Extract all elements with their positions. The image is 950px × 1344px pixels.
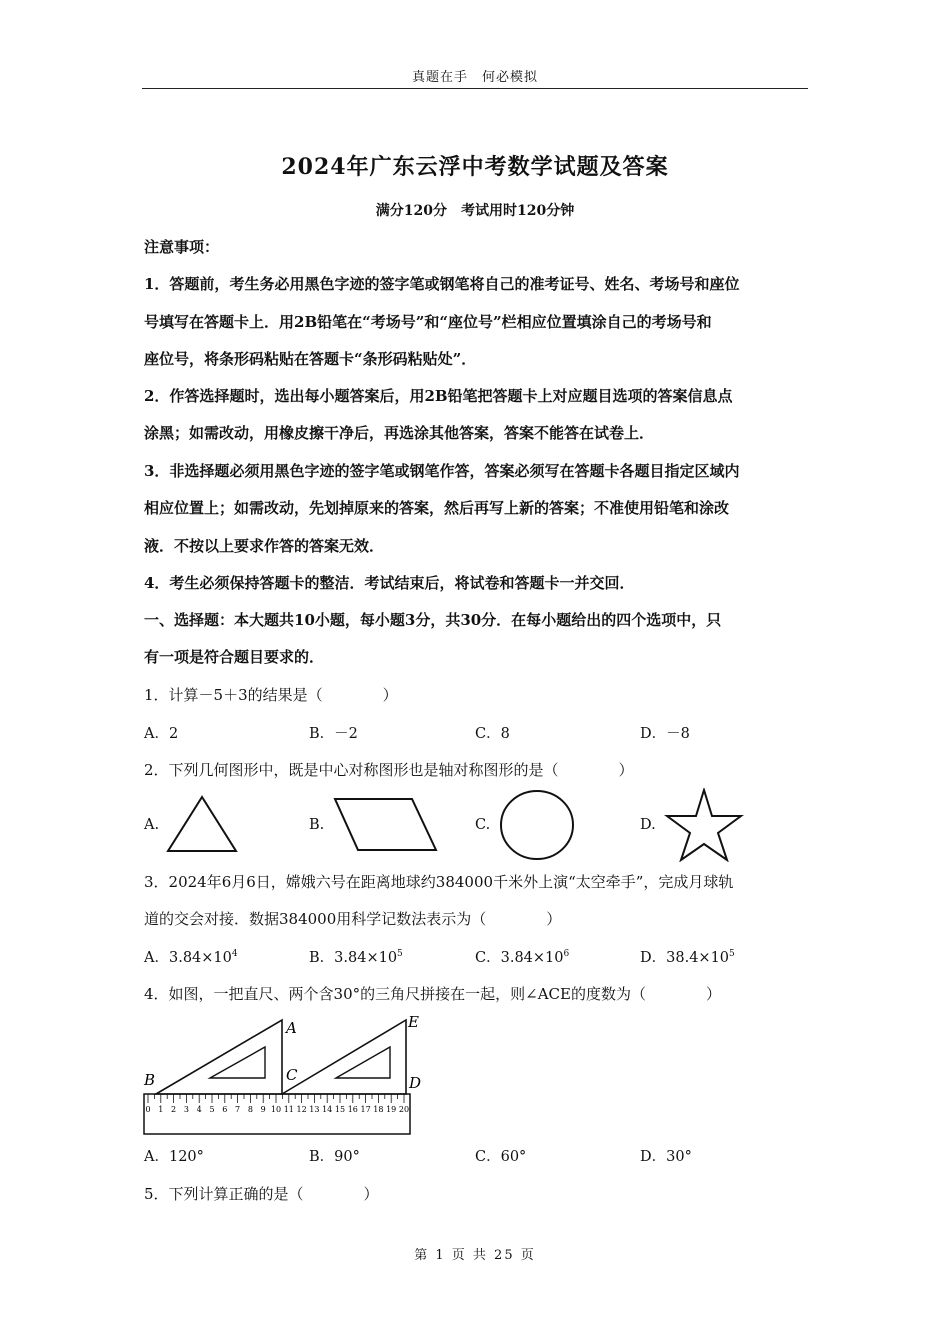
notes-line: 液．不按以上要求作答的答案无效． (144, 537, 385, 555)
triangle-figure (164, 793, 240, 855)
ruler-tick-label: 18 (373, 1105, 384, 1114)
question-3-stem: 道的交会对接．数据384000用科学记数法表示为（ ） (144, 910, 562, 928)
triangle-cde (282, 1020, 406, 1094)
q2-option-a[interactable]: A. (144, 817, 160, 833)
notes-heading: 注意事项： (144, 238, 220, 256)
ruler-tick-label: 11 (283, 1105, 294, 1114)
q4-option-b[interactable]: B．90° (309, 1149, 360, 1165)
label-e: E (408, 1013, 419, 1031)
q2-option-c[interactable]: C. (475, 817, 491, 833)
ruler-tick-label: 2 (171, 1105, 177, 1114)
q3-option-a[interactable] (144, 946, 238, 967)
option-letter: D． (640, 950, 667, 966)
q1-option-a[interactable]: A．2 (144, 726, 179, 742)
question-1-stem: 1．计算－5＋3的结果是（ ） (144, 686, 398, 704)
option-letter: A． (144, 950, 169, 966)
notes-line: 座位号，将条形码粘贴在答题卡“条形码粘贴处”． (144, 350, 477, 368)
option-base: 3.84×10 (168, 950, 232, 966)
notes-line: 涂黑；如需改动，用橡皮擦干净后，再选涂其他答案，答案不能答在试卷上． (144, 424, 655, 442)
ruler-tick-label: 7 (235, 1105, 241, 1114)
running-header: 真题在手 何必模拟 (411, 70, 538, 85)
ruler-tick-label: 0 (145, 1105, 151, 1114)
q4-option-a[interactable]: A．120° (144, 1149, 204, 1165)
question-5-stem: 5．下列计算正确的是（ ） (144, 1185, 379, 1203)
ruler-tick-label: 12 (296, 1105, 307, 1114)
ruler-tick-label: 10 (270, 1105, 282, 1114)
option-base: 38.4×10 (666, 950, 730, 966)
ruler-tick-label: 6 (222, 1105, 228, 1114)
option-exponent: 6 (563, 949, 570, 960)
ruler-tick-label: 15 (334, 1105, 346, 1114)
option-base: 3.84×10 (334, 950, 398, 966)
question-2-stem: 2．下列几何图形中，既是中心对称图形也是轴对称图形的是（ ） (144, 761, 634, 779)
ruler-tick-label: 14 (322, 1105, 333, 1114)
label-d: D (409, 1074, 422, 1092)
q3-option-b[interactable] (309, 946, 403, 967)
notes-line: 2．作答选择题时，选出每小题答案后，用2B铅笔把答题卡上对应题目选项的答案信息点 (144, 387, 733, 405)
option-letter: C． (475, 950, 501, 966)
label-a: A (286, 1019, 297, 1037)
ruler-tick-label: 1 (158, 1105, 164, 1114)
q2-option-b[interactable]: B. (309, 817, 325, 833)
ruler-tick-label: 20 (398, 1105, 410, 1114)
q3-option-c[interactable] (475, 946, 569, 967)
label-b: B (144, 1071, 156, 1089)
q1-option-d[interactable]: D．－8 (640, 726, 690, 742)
triangle-abc-inner (210, 1047, 265, 1078)
ruler-tick-label: 16 (347, 1105, 358, 1114)
option-exponent: 4 (231, 949, 238, 960)
ruler-tick-label: 8 (247, 1105, 253, 1114)
circle-figure (496, 788, 578, 862)
triangle-cde-inner (336, 1047, 390, 1078)
q4-option-c[interactable]: C．60° (475, 1149, 527, 1165)
header-divider (142, 88, 808, 89)
ruler-tick-label: 13 (309, 1105, 320, 1114)
question-3-stem: 3．2024年6月6日，嫦娥六号在距离地球约384000千米外上演“太空牵手”，完成月球轨 (144, 873, 734, 891)
option-exponent: 5 (397, 949, 403, 960)
star-figure (664, 788, 744, 862)
ruler-body (144, 1094, 410, 1134)
ruler-tick-label: 9 (260, 1105, 266, 1114)
ruler-tick-label: 5 (209, 1105, 215, 1114)
q4-option-d[interactable]: D．30° (640, 1149, 692, 1165)
ruler-tick-label: 19 (386, 1105, 397, 1114)
q3-option-d[interactable] (640, 946, 735, 967)
ruler-tick-label: 3 (183, 1105, 189, 1114)
ruler-tick-label: 4 (196, 1105, 202, 1114)
question-4-stem: 4．如图，一把直尺、两个含30°的三角尺拼接在一起，则∠ACE的度数为（ ） (144, 985, 721, 1003)
q2-option-d[interactable]: D. (640, 817, 656, 833)
q1-option-c[interactable]: C．8 (475, 726, 510, 742)
page-title: 2024年广东云浮中考数学试题及答案 (281, 154, 669, 180)
section-heading: 有一项是符合题目要求的． (144, 648, 325, 666)
notes-line: 3．非选择题必须用黑色字迹的签字笔或钢笔作答，答案必须写在答题卡各题目指定区域内 (144, 462, 740, 480)
notes-line: 相应位置上；如需改动，先划掉原来的答案，然后再写上新的答案；不准使用铅笔和涂改 (144, 499, 730, 517)
section-heading: 一、选择题：本大题共10小题，每小题3分，共30分．在每小题给出的四个选项中，只 (144, 611, 722, 629)
parallelogram-figure (332, 796, 440, 854)
option-base: 3.84×10 (500, 950, 564, 966)
ruler-tick-label: 17 (360, 1105, 371, 1114)
exam-subtitle: 满分120分 考试用时120分钟 (375, 203, 575, 219)
ruler-numbers (145, 1105, 409, 1114)
option-exponent: 5 (729, 949, 735, 960)
notes-line: 4．考生必须保持答题卡的整洁．考试结束后，将试卷和答题卡一并交回． (144, 574, 635, 592)
option-letter: B． (309, 950, 335, 966)
q1-option-b[interactable]: B．－2 (309, 726, 358, 742)
ruler-ticks (148, 1094, 404, 1103)
label-c: C (286, 1066, 298, 1084)
triangle-abc (156, 1020, 282, 1094)
ruler-triangles-figure (138, 1010, 428, 1140)
notes-line: 1．答题前，考生务必用黑色字迹的签字笔或钢笔将自己的准考证号、姓名、考场号和座位 (144, 275, 740, 293)
notes-line: 号填写在答题卡上．用2B铅笔在“考场号”和“座位号”栏相应位置填涂自己的考场号和 (144, 313, 712, 331)
page-footer: 第 1 页 共 25 页 (414, 1248, 536, 1263)
